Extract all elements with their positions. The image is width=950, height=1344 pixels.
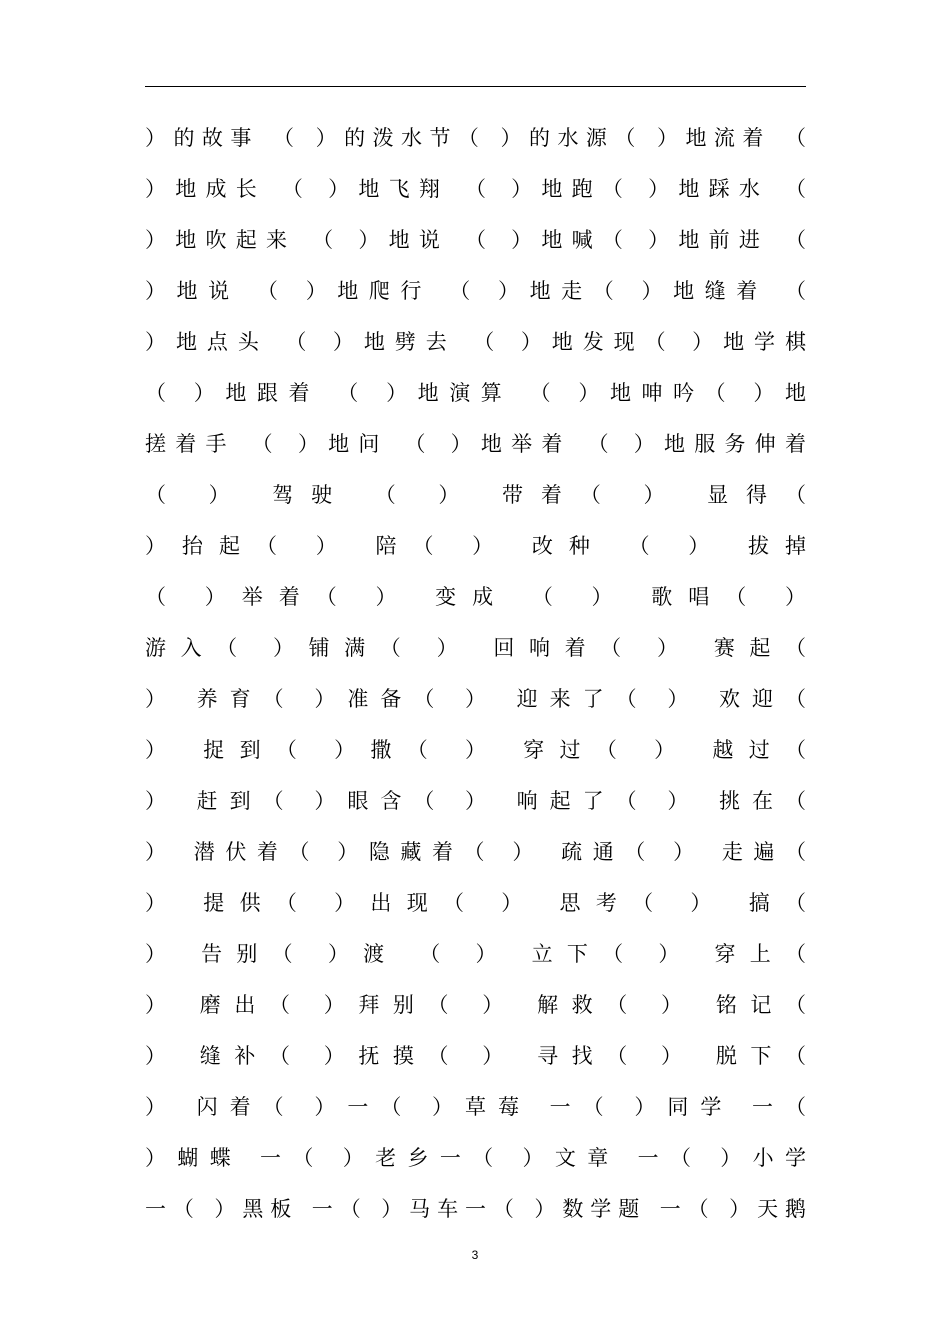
text-line-3: ）地吹起来 （ ）地说 （ ）地喊（ ）地前进 （ <box>145 228 806 252</box>
text-line-15: ） 潜伏着（ ）隐藏着（ ） 疏通（ ） 走遍（ <box>145 840 806 864</box>
text-line-21: ）蝴蝶 一（ ）老乡一（ ）文章 一（ ）小学 <box>145 1146 806 1170</box>
text-line-1: ）的故事 （ ）的泼水节（ ）的水源（ ）地流着 （ <box>145 126 806 150</box>
text-line-13: ） 捉到（ ）撒（ ） 穿过（ ） 越过（ <box>145 738 806 762</box>
text-line-17: ） 告别（ ）渡 （ ） 立下（ ） 穿上（ <box>145 942 806 966</box>
text-line-9: ）抬起（ ） 陪（ ） 改种 （ ） 拔掉 <box>145 534 806 558</box>
header-rule <box>145 86 806 87</box>
text-line-4: ）地说 （ ）地爬行 （ ）地走（ ）地缝着 （ <box>145 279 806 303</box>
text-line-16: ） 提供（ ）出现（ ） 思考（ ） 搞（ <box>145 891 806 915</box>
text-line-7: 搓着手 （ ）地问 （ ）地举着 （ ）地服务伸着 <box>145 432 806 456</box>
text-line-2: ）地成长 （ ）地飞翔 （ ）地跑（ ）地踩水 （ <box>145 177 806 201</box>
text-line-14: ） 赶到（ ）眼含（ ） 响起了（ ） 挑在（ <box>145 789 806 813</box>
text-line-19: ） 缝补（ ）抚摸（ ） 寻找（ ） 脱下（ <box>145 1044 806 1068</box>
text-line-18: ） 磨出（ ）拜别（ ） 解救（ ） 铭记（ <box>145 993 806 1017</box>
text-line-11: 游入（ ）铺满（ ） 回响着（ ） 赛起（ <box>145 636 806 660</box>
text-line-6: （ ）地跟着 （ ）地演算 （ ）地呻吟（ ）地 <box>145 381 806 405</box>
text-line-12: ） 养育（ ）准备（ ） 迎来了（ ） 欢迎（ <box>145 687 806 711</box>
text-line-22: 一（ ）黑板 一（ ）马车一（ ）数学题 一（ ）天鹅 <box>145 1197 806 1221</box>
exercise-text <box>145 113 806 1235</box>
text-line-10: （ ）举着（ ） 变成 （ ） 歌唱（ ） <box>145 585 806 609</box>
text-line-5: ）地点头 （ ）地劈去 （ ）地发现（ ）地学棋 <box>145 330 806 354</box>
text-line-8: （ ） 驾驶 （ ） 带着（ ） 显得（ <box>145 483 806 507</box>
text-line-20: ） 闪着（ ）一（ ）草莓 一（ ）同学 一（ <box>145 1095 806 1119</box>
page-number: 3 <box>471 1248 479 1262</box>
